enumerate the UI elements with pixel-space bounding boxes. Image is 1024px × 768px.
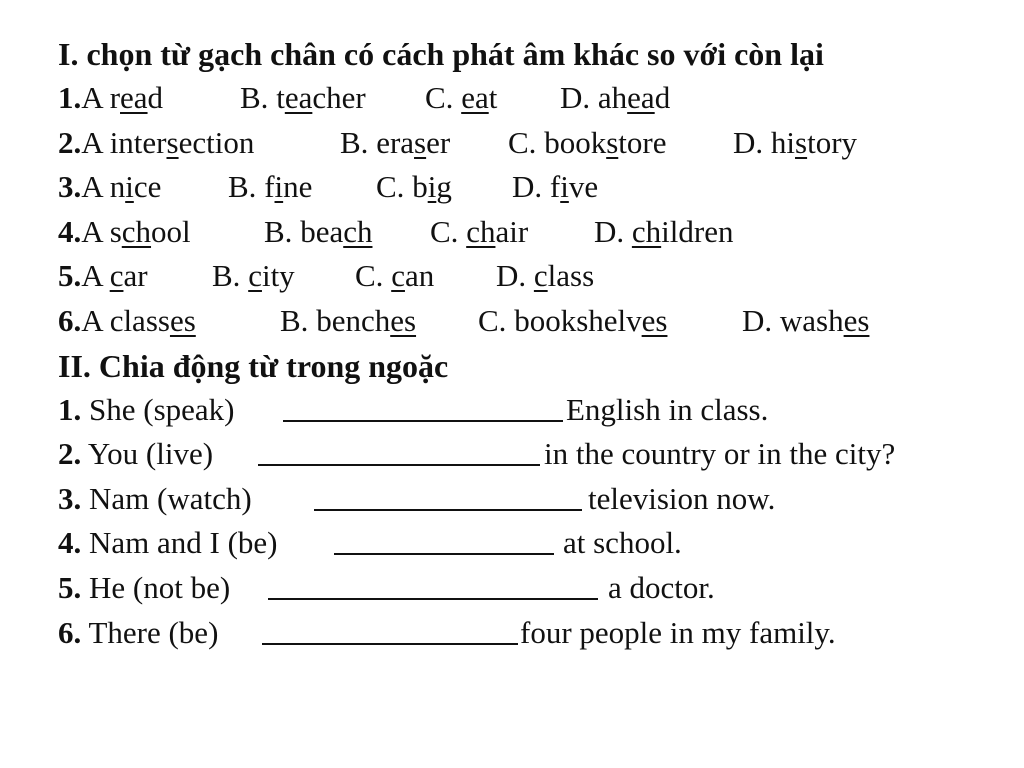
option-c: C. bookshelves xyxy=(478,302,668,338)
underlined-sound: ch xyxy=(466,213,496,249)
verb-prompt: 4. Nam and I (be) xyxy=(58,525,278,561)
question-number: 4. xyxy=(58,213,82,249)
underlined-sound: es xyxy=(390,302,417,338)
underlined-sound: es xyxy=(641,302,668,338)
verb-rest: a doctor. xyxy=(608,569,715,605)
question-number: 1. xyxy=(58,80,82,115)
underlined-sound: ch xyxy=(121,213,152,249)
option-c: C. eat xyxy=(425,80,498,115)
question-number: 2. xyxy=(58,436,82,472)
question-row xyxy=(58,254,998,299)
underlined-sound: ea xyxy=(284,80,313,115)
underlined-sound: i xyxy=(125,169,134,205)
underlined-sound: c xyxy=(533,258,548,294)
option-c: C. big xyxy=(376,169,452,205)
option-a: 4.A school xyxy=(58,213,191,249)
question-number: 5. xyxy=(58,258,82,294)
underlined-sound: c xyxy=(248,258,262,294)
question-row xyxy=(58,76,998,121)
underlined-sound: c xyxy=(391,258,405,294)
option-c: C. chair xyxy=(430,213,529,249)
verb-prompt: 5. He (not be) xyxy=(58,569,231,605)
underlined-sound: es xyxy=(169,302,196,338)
verb-question-row xyxy=(58,432,998,477)
verb-prompt: 1. She (speak) xyxy=(58,391,235,427)
option-d: D. class xyxy=(496,258,595,294)
underlined-sound: ea xyxy=(461,80,489,115)
verb-prompt: 2. You (live) xyxy=(58,436,214,472)
answer-blank[interactable] xyxy=(334,521,554,555)
option-a: 5.A car xyxy=(58,258,148,294)
underlined-sound: i xyxy=(274,169,284,205)
underlined-sound: ea xyxy=(120,80,148,115)
question-row xyxy=(58,121,998,166)
option-b: B. benches xyxy=(280,302,417,338)
verb-rest: in the country or in the city? xyxy=(544,436,896,472)
verb-rest: four people in my family. xyxy=(520,614,836,650)
option-d: D. ahead xyxy=(560,80,671,115)
option-d: D. history xyxy=(733,124,858,160)
underlined-sound: ea xyxy=(627,80,655,115)
question-row xyxy=(58,210,998,255)
underlined-sound: s xyxy=(795,124,808,160)
option-b: B. beach xyxy=(264,213,373,249)
underlined-sound: ch xyxy=(343,213,373,249)
answer-blank[interactable] xyxy=(268,566,598,600)
worksheet xyxy=(58,32,998,655)
question-row xyxy=(58,165,998,210)
option-b: B. teacher xyxy=(240,80,366,115)
verb-prompt: 3. Nam (watch) xyxy=(58,480,252,516)
answer-blank[interactable] xyxy=(258,432,540,466)
question-number: 4. xyxy=(58,525,82,561)
section-2-title: II. Chia động từ trong ngoặc xyxy=(58,347,449,384)
answer-blank[interactable] xyxy=(262,611,518,645)
verb-question-row xyxy=(58,477,998,522)
underlined-sound: es xyxy=(843,302,870,338)
underlined-sound: ch xyxy=(631,213,662,249)
option-a: 6.A classes xyxy=(58,302,196,338)
underlined-sound: i xyxy=(560,169,569,205)
option-c: C. bookstore xyxy=(508,124,667,160)
answer-blank[interactable] xyxy=(314,477,582,511)
verb-rest: television now. xyxy=(588,480,776,516)
underlined-sound: i xyxy=(427,169,437,205)
option-a: 2.A intersection xyxy=(58,124,255,160)
verb-rest: English in class. xyxy=(566,391,769,427)
verb-prompt: 6. There (be) xyxy=(58,614,219,650)
question-number: 3. xyxy=(58,480,82,516)
option-d: D. washes xyxy=(742,302,870,338)
question-row xyxy=(58,299,998,344)
underlined-sound: s xyxy=(166,124,179,160)
verb-question-row xyxy=(58,521,998,566)
question-number: 6. xyxy=(58,614,82,650)
verb-question-row xyxy=(58,611,998,656)
section-1-title: I. chọn từ gạch chân có cách phát âm khác so với còn lại xyxy=(58,36,824,72)
underlined-sound: c xyxy=(109,258,124,294)
question-number: 2. xyxy=(58,124,82,160)
verb-question-row xyxy=(58,566,998,611)
option-a: 3.A nice xyxy=(58,169,162,205)
verb-question-row xyxy=(58,388,998,433)
option-a: 1.A read xyxy=(58,80,164,115)
option-c: C. can xyxy=(355,258,435,294)
question-number: 6. xyxy=(58,302,82,338)
option-b: B. eraser xyxy=(340,124,451,160)
option-d: D. children xyxy=(594,213,734,249)
option-b: B. city xyxy=(212,258,295,294)
underlined-sound: s xyxy=(414,124,427,160)
option-d: D. five xyxy=(512,169,599,205)
question-number: 5. xyxy=(58,569,82,605)
question-number: 1. xyxy=(58,391,82,427)
question-number: 3. xyxy=(58,169,82,205)
underlined-sound: s xyxy=(606,124,619,160)
option-b: B. fine xyxy=(228,169,313,205)
verb-rest: at school. xyxy=(563,525,682,561)
answer-blank[interactable] xyxy=(283,388,563,422)
